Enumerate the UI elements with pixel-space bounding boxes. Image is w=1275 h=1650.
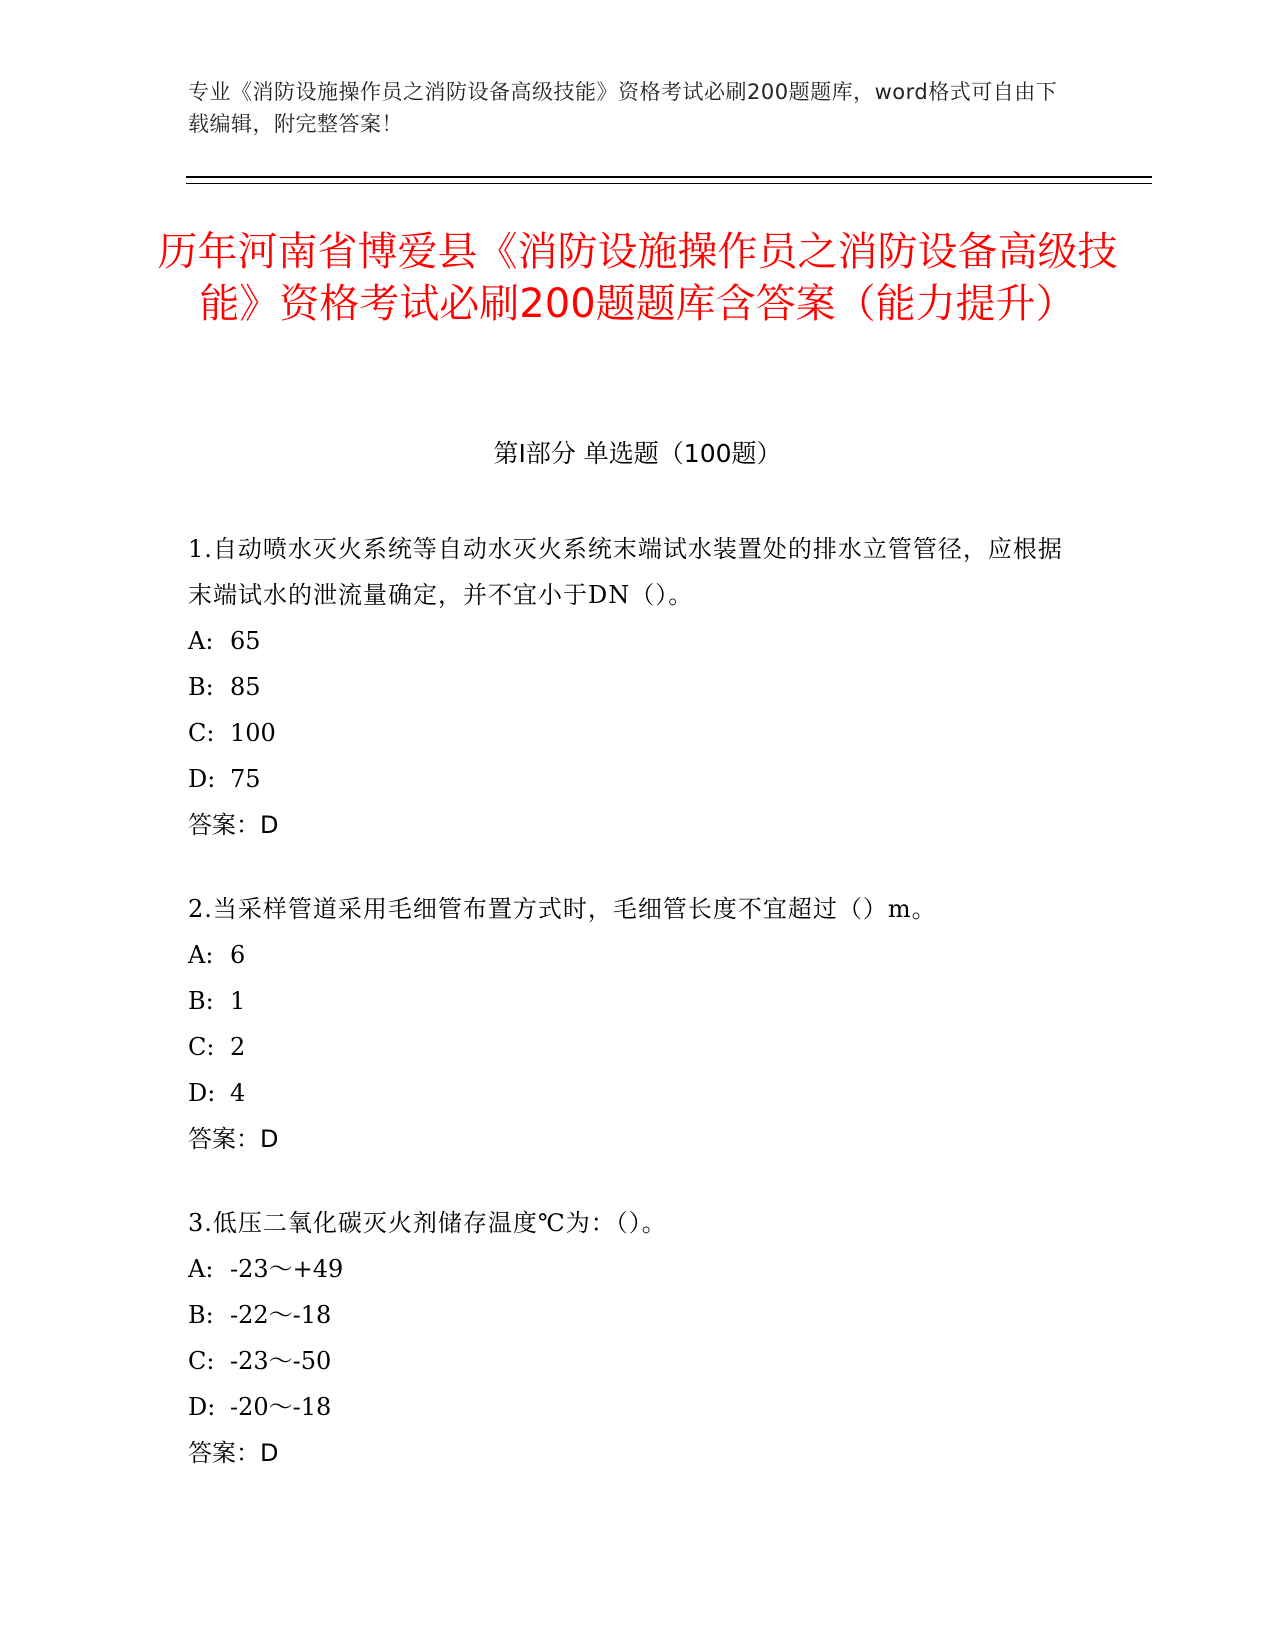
option-letter: C: (188, 1347, 215, 1375)
option-letter: D: (188, 765, 216, 793)
option-letter: A: (188, 1255, 214, 1283)
question-stem: 2.当采样管道采用毛细管布置方式时，毛细管长度不宜超过（）m。 (188, 895, 937, 923)
option-text: -23～-50 (230, 1347, 332, 1375)
answer: 答案：D (188, 1439, 279, 1467)
option-text: 65 (230, 627, 261, 655)
option-letter: C: (188, 719, 215, 747)
option-c (188, 1338, 1068, 1384)
option-b (188, 664, 1068, 710)
option-letter: A: (188, 941, 214, 969)
option-c (188, 710, 1068, 756)
question-list (188, 526, 1068, 1514)
option-text: 85 (230, 673, 261, 701)
option-letter: D: (188, 1393, 216, 1421)
option-text: 4 (230, 1079, 246, 1107)
option-d (188, 1070, 1068, 1116)
option-text: 2 (230, 1033, 246, 1061)
option-text: 75 (230, 765, 261, 793)
option-text: -22～-18 (230, 1301, 332, 1329)
question-2 (188, 886, 1068, 1162)
option-letter: D: (188, 1079, 216, 1107)
option-b (188, 978, 1068, 1024)
option-d (188, 756, 1068, 802)
document-title: 历年河南省博爱县《消防设施操作员之消防设备高级技能》资格考试必刷200题题库含答案（能力提升） (157, 229, 1118, 327)
header-note: 专业《消防设施操作员之消防设备高级技能》资格考试必刷200题题库，word格式可自由下载编辑，附完整答案！ (188, 80, 1058, 136)
option-text: -23～+49 (230, 1255, 344, 1283)
option-a (188, 1246, 1068, 1292)
option-a (188, 618, 1068, 664)
option-text: -20～-18 (230, 1393, 332, 1421)
option-letter: A: (188, 627, 214, 655)
question-1 (188, 526, 1068, 848)
header-divider-thin (186, 183, 1152, 184)
option-letter: B: (188, 673, 214, 701)
answer: 答案：D (188, 1125, 279, 1153)
option-letter: C: (188, 1033, 215, 1061)
answer: 答案：D (188, 811, 279, 839)
option-b (188, 1292, 1068, 1338)
option-letter: B: (188, 987, 214, 1015)
question-stem: 1.自动喷水灭火系统等自动水灭火系统末端试水装置处的排水立管管径，应根据末端试水的泄流量确定，并不宜小于DN（）。 (188, 535, 1063, 609)
option-text: 100 (230, 719, 276, 747)
option-c (188, 1024, 1068, 1070)
header-divider-thick (186, 176, 1152, 178)
option-text: 1 (230, 987, 246, 1015)
question-3 (188, 1200, 1068, 1476)
option-d (188, 1384, 1068, 1430)
option-letter: B: (188, 1301, 214, 1329)
section-heading: 第Ⅰ部分 单选题（100题） (493, 439, 782, 468)
question-stem: 3.低压二氧化碳灭火剂储存温度℃为：（）。 (188, 1209, 667, 1237)
option-a (188, 932, 1068, 978)
option-text: 6 (230, 941, 246, 969)
